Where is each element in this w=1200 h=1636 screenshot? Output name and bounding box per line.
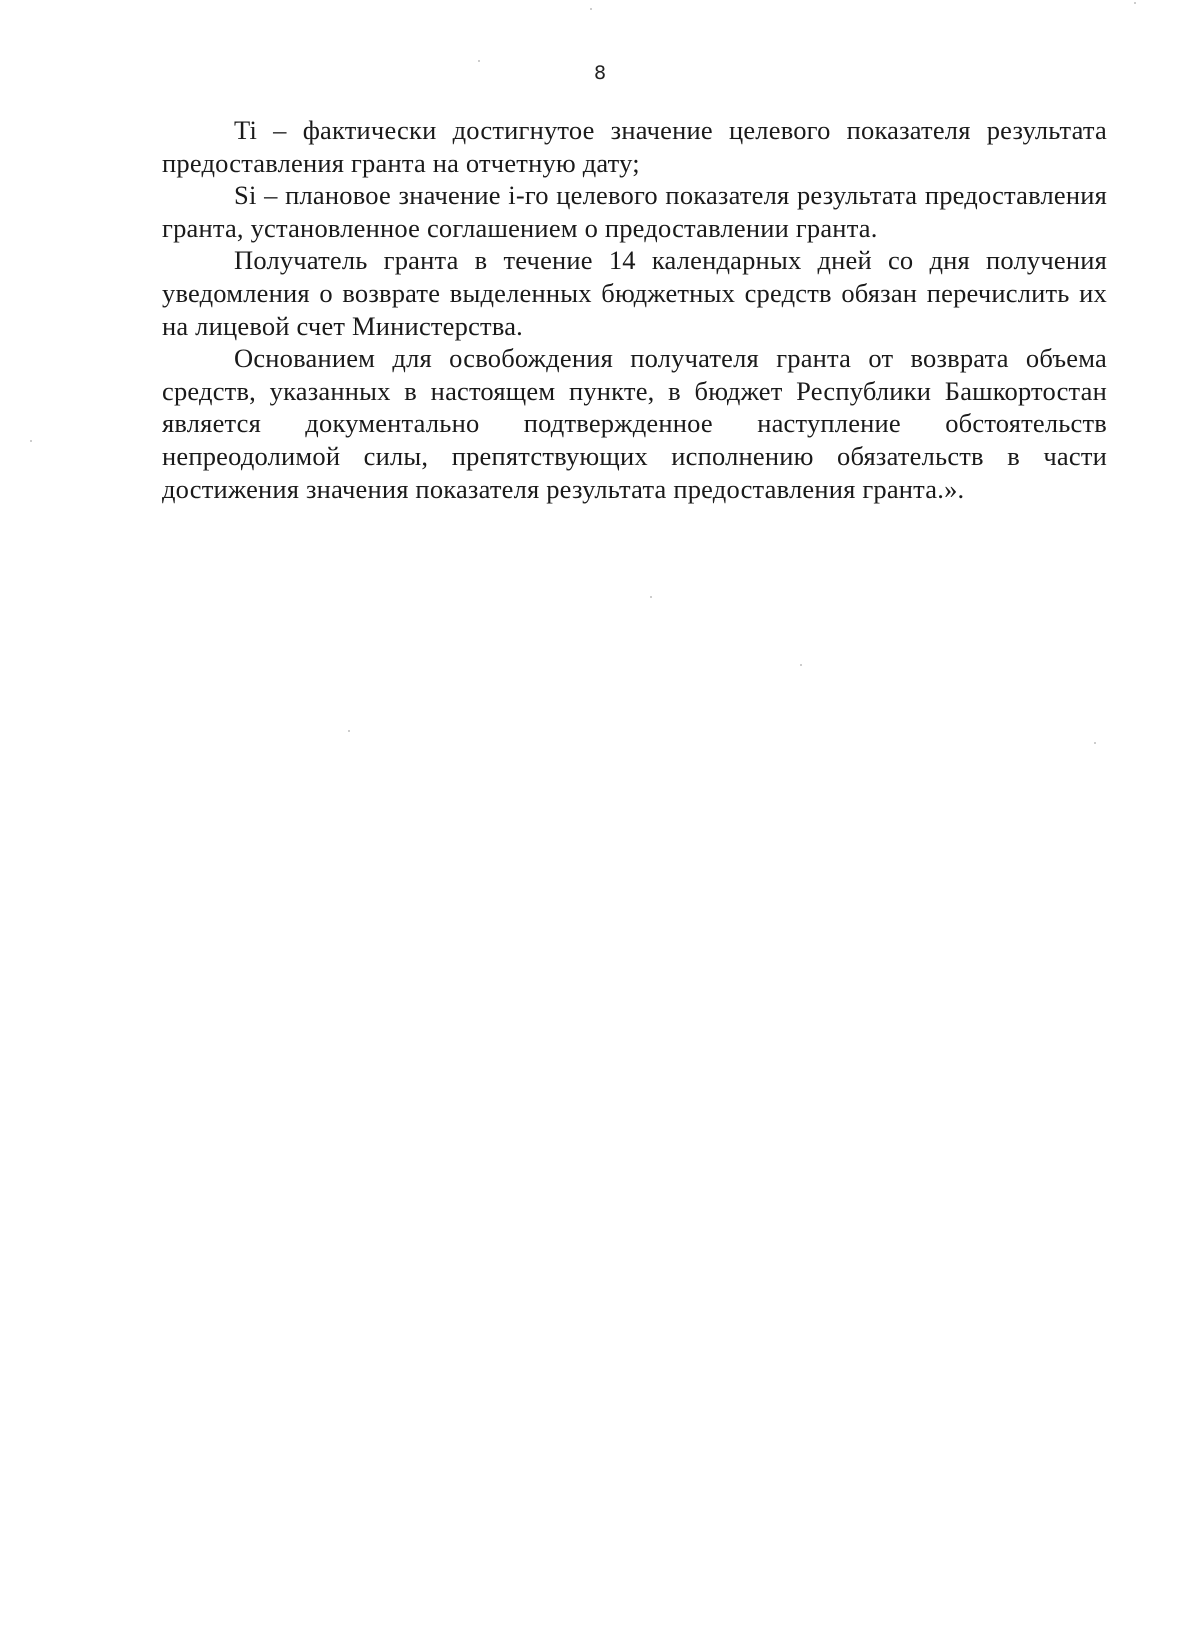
scan-speck (478, 60, 480, 62)
page-number: 8 (593, 62, 607, 84)
scan-speck (650, 596, 652, 598)
scan-speck (800, 664, 802, 666)
document-body (162, 114, 1107, 505)
scan-speck (1134, 2, 1136, 4)
scan-speck (348, 730, 350, 732)
scan-speck (590, 8, 592, 10)
paragraph-force-majeure: Основанием для освобождения получателя гранта от возврата объема средств, указанных в настоящем пункте, в бюджет Республики Башкортостан является документально подтвержденное наступление обстоятельств непреодолимой силы, препятствующих исполнению обязательств в части достижения значения показателя результата предоставления гранта.». (162, 343, 1107, 504)
paragraph-grant-return: Получатель гранта в течение 14 календарных дней со дня получения уведомления о возврате выделенных бюджетных средств обязан перечислить их на лицевой счет Министерства. (162, 245, 1107, 341)
scan-speck (1094, 742, 1096, 744)
paragraph-ti-definition: Ti – фактически достигнутое значение целевого показателя результата предоставления гранта на отчетную дату; (162, 115, 1107, 178)
scan-speck (30, 440, 32, 442)
paragraph-si-definition: Si – плановое значение i-го целевого показателя результата предоставления гранта, установленное соглашением о предоставлении гранта. (162, 180, 1107, 243)
